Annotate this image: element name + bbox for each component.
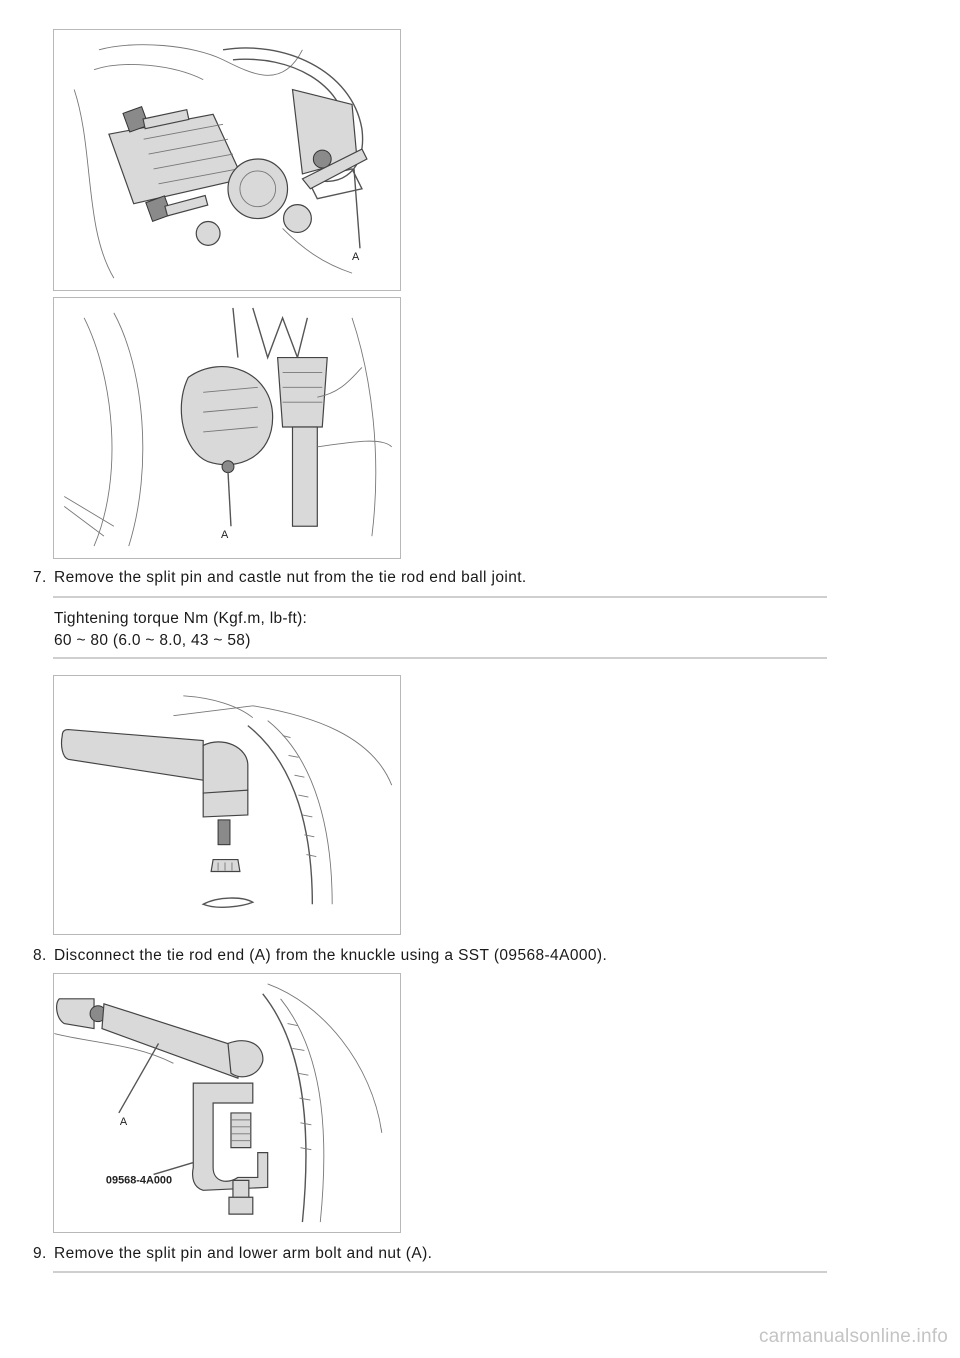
figure4-callout-a: A: [119, 1115, 128, 1128]
figure-sst-puller: [53, 973, 401, 1233]
figure1-callout-a: A: [352, 251, 360, 264]
step-text: Remove the split pin and lower arm bolt and nut (A).: [54, 1245, 433, 1262]
torque-spec: [54, 608, 307, 652]
figure-brake-hose: [53, 297, 401, 559]
step-number: 8.: [33, 947, 47, 964]
figure2-callout-a: A: [221, 529, 229, 542]
torque-spec-label: Tightening torque Nm (Kgf.m, lb-ft):: [54, 610, 308, 627]
spec-rule-top: [53, 596, 827, 598]
torque-spec-value: 60 ~ 80 (6.0 ~ 8.0, 43 ~ 58): [54, 632, 251, 649]
spec-rule-bottom: [53, 657, 827, 659]
step-text: Remove the split pin and castle nut from the tie rod end ball joint.: [54, 569, 527, 586]
figure-tie-rod-end: [53, 675, 401, 935]
sst-part-number: 09568-4A000: [105, 1174, 173, 1187]
footer-watermark: carmanualsonline.info: [758, 1326, 948, 1347]
brake-hose-illustration: [54, 298, 400, 558]
tie-rod-end-illustration: [54, 676, 400, 934]
step-number: 9.: [33, 1245, 47, 1262]
caliper-bolts-illustration: [54, 30, 400, 290]
step-text: Disconnect the tie rod end (A) from the knuckle using a SST (09568-4A000).: [54, 947, 608, 964]
figure-caliper-bolts: [53, 29, 401, 291]
step9-rule: [53, 1271, 827, 1273]
step-number: 7.: [33, 569, 47, 586]
sst-puller-illustration: [54, 974, 400, 1232]
